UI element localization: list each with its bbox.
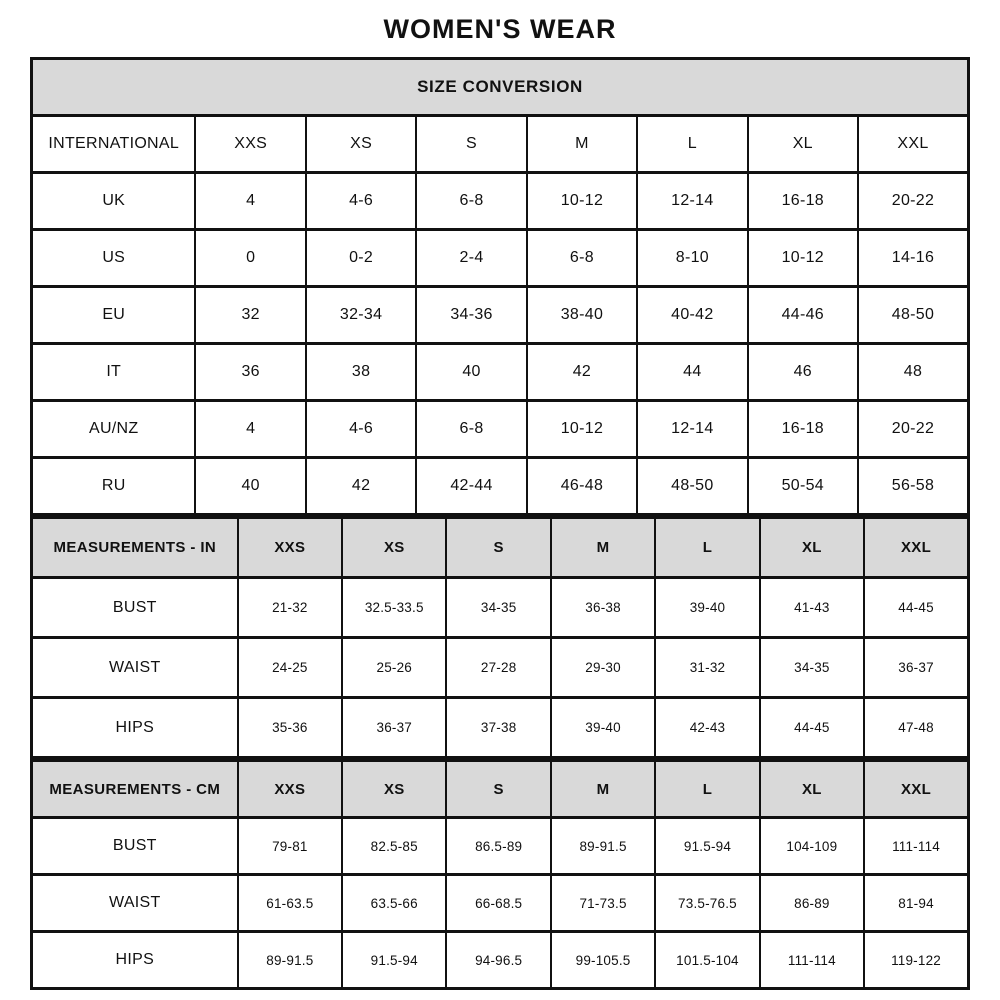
size-conversion-value-cell: 40-42 xyxy=(637,287,747,344)
row-label-hips: HIPS xyxy=(32,698,238,758)
column-header-l: L xyxy=(637,116,747,173)
column-header-s: S xyxy=(416,116,526,173)
measurements-cm-value-cell: 91.5-94 xyxy=(342,932,446,989)
row-label-eu: EU xyxy=(32,287,196,344)
table-row xyxy=(32,344,969,401)
column-header-xs: XS xyxy=(342,518,446,578)
measurements-in-value-cell: 27-28 xyxy=(446,638,550,698)
size-conversion-value-cell: 0 xyxy=(195,230,305,287)
row-label-waist: WAIST xyxy=(32,638,238,698)
column-header-l: L xyxy=(655,518,759,578)
measurements-in-table xyxy=(30,516,970,759)
size-conversion-value-cell: 46 xyxy=(748,344,858,401)
row-label-hips: HIPS xyxy=(32,932,238,989)
size-conversion-value-cell: 14-16 xyxy=(858,230,969,287)
size-conversion-value-cell: 50-54 xyxy=(748,458,858,515)
size-conversion-header: SIZE CONVERSION xyxy=(32,59,969,116)
column-header-l: L xyxy=(655,761,759,818)
table-row xyxy=(32,875,969,932)
size-conversion-value-cell: 8-10 xyxy=(637,230,747,287)
measurements-in-columns-row xyxy=(32,518,969,578)
measurements-cm-value-cell: 89-91.5 xyxy=(551,818,655,875)
column-header-m: M xyxy=(551,518,655,578)
size-conversion-value-cell: 0-2 xyxy=(306,230,416,287)
column-header-m: M xyxy=(551,761,655,818)
column-header-xl: XL xyxy=(760,761,864,818)
row-label-au-nz: AU/NZ xyxy=(32,401,196,458)
column-header-xxs: XXS xyxy=(238,518,342,578)
measurements-in-value-cell: 35-36 xyxy=(238,698,342,758)
column-header-xxl: XXL xyxy=(864,761,968,818)
measurements-cm-value-cell: 111-114 xyxy=(760,932,864,989)
size-conversion-value-cell: 4 xyxy=(195,173,305,230)
measurements-in-value-cell: 31-32 xyxy=(655,638,759,698)
measurements-in-value-cell: 24-25 xyxy=(238,638,342,698)
size-conversion-value-cell: 42 xyxy=(306,458,416,515)
measurements-in-value-cell: 44-45 xyxy=(864,578,968,638)
size-conversion-value-cell: 56-58 xyxy=(858,458,969,515)
measurements-in-value-cell: 47-48 xyxy=(864,698,968,758)
size-conversion-value-cell: 12-14 xyxy=(637,173,747,230)
size-conversion-value-cell: 10-12 xyxy=(527,173,637,230)
measurements-in-value-cell: 42-43 xyxy=(655,698,759,758)
row-label-waist: WAIST xyxy=(32,875,238,932)
row-label-uk: UK xyxy=(32,173,196,230)
measurements-cm-value-cell: 63.5-66 xyxy=(342,875,446,932)
table-row xyxy=(32,578,969,638)
size-conversion-value-cell: 48 xyxy=(858,344,969,401)
size-conversion-value-cell: 42 xyxy=(527,344,637,401)
size-conversion-banner-row xyxy=(32,59,969,116)
table-row xyxy=(32,401,969,458)
size-conversion-value-cell: 32-34 xyxy=(306,287,416,344)
table-row xyxy=(32,458,969,515)
measurements-cm-value-cell: 104-109 xyxy=(760,818,864,875)
size-conversion-value-cell: 20-22 xyxy=(858,173,969,230)
row-label-it: IT xyxy=(32,344,196,401)
table-row xyxy=(32,818,969,875)
table-row xyxy=(32,287,969,344)
measurements-in-value-cell: 25-26 xyxy=(342,638,446,698)
column-header-international: INTERNATIONAL xyxy=(32,116,196,173)
size-conversion-value-cell: 16-18 xyxy=(748,173,858,230)
measurements-cm-value-cell: 61-63.5 xyxy=(238,875,342,932)
measurements-in-value-cell: 36-37 xyxy=(342,698,446,758)
size-conversion-value-cell: 40 xyxy=(195,458,305,515)
measurements-in-value-cell: 21-32 xyxy=(238,578,342,638)
column-header-m: M xyxy=(527,116,637,173)
measurements-cm-value-cell: 91.5-94 xyxy=(655,818,759,875)
table-row xyxy=(32,698,969,758)
size-conversion-value-cell: 6-8 xyxy=(416,401,526,458)
measurements-cm-value-cell: 99-105.5 xyxy=(551,932,655,989)
size-conversion-value-cell: 44 xyxy=(637,344,747,401)
measurements-in-value-cell: 34-35 xyxy=(760,638,864,698)
measurements-cm-value-cell: 101.5-104 xyxy=(655,932,759,989)
size-conversion-value-cell: 4-6 xyxy=(306,401,416,458)
table-row xyxy=(32,230,969,287)
column-header-xxs: XXS xyxy=(238,761,342,818)
measurements-in-value-cell: 32.5-33.5 xyxy=(342,578,446,638)
size-conversion-table xyxy=(30,57,970,516)
column-header-xs: XS xyxy=(342,761,446,818)
measurements-in-value-cell: 41-43 xyxy=(760,578,864,638)
row-label-us: US xyxy=(32,230,196,287)
size-conversion-value-cell: 4-6 xyxy=(306,173,416,230)
size-conversion-value-cell: 6-8 xyxy=(416,173,526,230)
size-conversion-value-cell: 34-36 xyxy=(416,287,526,344)
size-conversion-value-cell: 48-50 xyxy=(858,287,969,344)
measurements-cm-value-cell: 94-96.5 xyxy=(446,932,550,989)
size-conversion-value-cell: 36 xyxy=(195,344,305,401)
measurements-in-value-cell: 44-45 xyxy=(760,698,864,758)
size-conversion-value-cell: 46-48 xyxy=(527,458,637,515)
measurements-cm-table xyxy=(30,759,970,990)
size-conversion-value-cell: 10-12 xyxy=(748,230,858,287)
measurements-in-value-cell: 29-30 xyxy=(551,638,655,698)
measurements-cm-value-cell: 73.5-76.5 xyxy=(655,875,759,932)
column-header-xxl: XXL xyxy=(864,518,968,578)
page-title: WOMEN'S WEAR xyxy=(383,14,617,44)
column-header-xxl: XXL xyxy=(858,116,969,173)
table-row xyxy=(32,932,969,989)
size-conversion-value-cell: 20-22 xyxy=(858,401,969,458)
measurements-cm-value-cell: 66-68.5 xyxy=(446,875,550,932)
measurements-cm-value-cell: 86-89 xyxy=(760,875,864,932)
row-label-bust: BUST xyxy=(32,818,238,875)
size-conversion-value-cell: 32 xyxy=(195,287,305,344)
size-conversion-columns-row xyxy=(32,116,969,173)
measurements-in-value-cell: 34-35 xyxy=(446,578,550,638)
measurements-in-value-cell: 39-40 xyxy=(551,698,655,758)
measurements-cm-columns-row xyxy=(32,761,969,818)
measurements-cm-value-cell: 89-91.5 xyxy=(238,932,342,989)
column-header-xl: XL xyxy=(748,116,858,173)
measurements-in-header: MEASUREMENTS - IN xyxy=(32,518,238,578)
row-label-bust: BUST xyxy=(32,578,238,638)
measurements-cm-value-cell: 119-122 xyxy=(864,932,968,989)
size-conversion-value-cell: 4 xyxy=(195,401,305,458)
size-conversion-value-cell: 6-8 xyxy=(527,230,637,287)
table-row xyxy=(32,638,969,698)
measurements-cm-value-cell: 71-73.5 xyxy=(551,875,655,932)
column-header-xl: XL xyxy=(760,518,864,578)
column-header-xxs: XXS xyxy=(195,116,305,173)
measurements-cm-value-cell: 81-94 xyxy=(864,875,968,932)
measurements-cm-value-cell: 86.5-89 xyxy=(446,818,550,875)
measurements-cm-value-cell: 79-81 xyxy=(238,818,342,875)
size-conversion-value-cell: 42-44 xyxy=(416,458,526,515)
measurements-cm-value-cell: 111-114 xyxy=(864,818,968,875)
size-conversion-value-cell: 44-46 xyxy=(748,287,858,344)
size-conversion-value-cell: 38 xyxy=(306,344,416,401)
column-header-s: S xyxy=(446,518,550,578)
measurements-in-value-cell: 36-37 xyxy=(864,638,968,698)
size-conversion-value-cell: 38-40 xyxy=(527,287,637,344)
measurements-in-value-cell: 37-38 xyxy=(446,698,550,758)
measurements-in-value-cell: 39-40 xyxy=(655,578,759,638)
measurements-cm-header: MEASUREMENTS - CM xyxy=(32,761,238,818)
size-conversion-value-cell: 16-18 xyxy=(748,401,858,458)
size-conversion-value-cell: 12-14 xyxy=(637,401,747,458)
row-label-ru: RU xyxy=(32,458,196,515)
measurements-in-value-cell: 36-38 xyxy=(551,578,655,638)
column-header-xs: XS xyxy=(306,116,416,173)
size-conversion-value-cell: 10-12 xyxy=(527,401,637,458)
column-header-s: S xyxy=(446,761,550,818)
size-conversion-value-cell: 2-4 xyxy=(416,230,526,287)
measurements-cm-value-cell: 82.5-85 xyxy=(342,818,446,875)
size-conversion-value-cell: 40 xyxy=(416,344,526,401)
size-conversion-value-cell: 48-50 xyxy=(637,458,747,515)
table-row xyxy=(32,173,969,230)
